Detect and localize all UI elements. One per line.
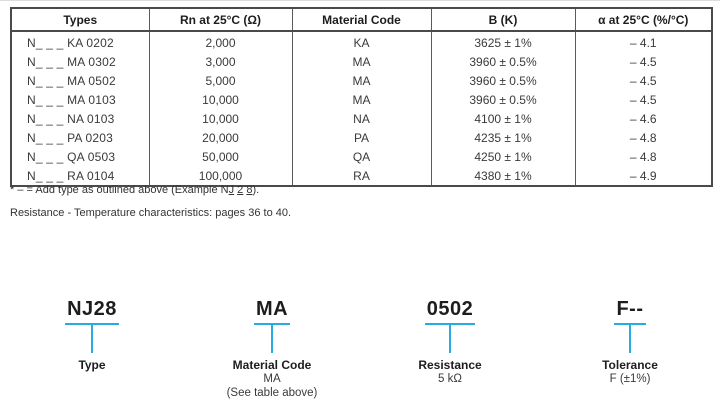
cell-b: 4380 ± 1% [431, 166, 575, 186]
header-material-code: Material Code [292, 8, 431, 31]
header-rn: Rn at 25°C (Ω) [149, 8, 292, 31]
cell-type: N_ _ _ KA 0202 [11, 31, 149, 52]
t-connector-icon [629, 325, 631, 353]
table-row [11, 71, 712, 90]
t-connector-icon [271, 325, 273, 353]
header-types: Types [11, 8, 149, 31]
item-sub: 5 kΩ [438, 373, 462, 385]
cell-material: MA [292, 90, 431, 109]
part-code-tolerance: F-- [614, 298, 645, 325]
item-label: Material Code [232, 358, 312, 372]
cell-resistance: 10,000 [149, 90, 292, 109]
footnote-text: ). [252, 184, 260, 196]
cell-type: N_ _ _ MA 0103 [11, 90, 149, 109]
item-sub: F (±1%) [609, 373, 651, 385]
cell-material: NA [292, 109, 431, 128]
footnote-resistance-temperature: Resistance - Temperature characteristics: pages 36 to 40. [10, 207, 292, 219]
page-top-edge [0, 0, 720, 1]
diagram-item-tolerance [545, 298, 715, 387]
cell-b: 3960 ± 0.5% [431, 90, 575, 109]
cell-material: PA [292, 128, 431, 147]
cell-b: 3625 ± 1% [431, 31, 575, 52]
table-row [11, 109, 712, 128]
table-row [11, 90, 712, 109]
part-code-material: MA [254, 298, 290, 325]
cell-alpha: – 4.5 [575, 71, 712, 90]
cell-material: MA [292, 52, 431, 71]
cell-alpha: – 4.9 [575, 166, 712, 186]
header-alpha: α at 25°C (%/°C) [575, 8, 712, 31]
cell-resistance: 3,000 [149, 52, 292, 71]
cell-resistance: 2,000 [149, 31, 292, 52]
cell-b: 3960 ± 0.5% [431, 52, 575, 71]
cell-resistance: 10,000 [149, 109, 292, 128]
footnote-text: * – = Add type as outlined above (Example N [10, 184, 229, 196]
cell-type: N_ _ _ QA 0503 [11, 147, 149, 166]
cell-alpha: – 4.1 [575, 31, 712, 52]
cell-material: RA [292, 166, 431, 186]
diagram-item-type [7, 298, 177, 373]
cell-alpha: – 4.8 [575, 128, 712, 147]
t-connector-icon [449, 325, 451, 353]
item-label: Tolerance [602, 358, 658, 372]
cell-alpha: – 4.5 [575, 90, 712, 109]
item-label: Resistance [418, 358, 482, 372]
header-b-k: B (K) [431, 8, 575, 31]
cell-material: MA [292, 71, 431, 90]
table-row [11, 52, 712, 71]
item-sub: (See table above) [226, 387, 318, 399]
cell-resistance: 5,000 [149, 71, 292, 90]
item-label: Type [78, 358, 106, 372]
cell-resistance: 20,000 [149, 128, 292, 147]
cell-resistance: 50,000 [149, 147, 292, 166]
footnote-add-type [10, 184, 259, 196]
cell-type: N_ _ _ MA 0502 [11, 71, 149, 90]
cell-type: N_ _ _ MA 0302 [11, 52, 149, 71]
cell-type: N_ _ _ RA 0104 [11, 166, 149, 186]
item-sub: MA [263, 373, 281, 385]
footnote-underlined-char: 8 [246, 184, 253, 196]
cell-type: N_ _ _ NA 0103 [11, 109, 149, 128]
cell-alpha: – 4.5 [575, 52, 712, 71]
diagram-item-resistance [365, 298, 535, 387]
diagram-item-material-code [187, 298, 357, 400]
table-header-row [11, 8, 712, 31]
table-row [11, 166, 712, 186]
cell-alpha: – 4.8 [575, 147, 712, 166]
cell-b: 4250 ± 1% [431, 147, 575, 166]
table-row [11, 128, 712, 147]
cell-b: 3960 ± 0.5% [431, 71, 575, 90]
cell-type: N_ _ _ PA 0203 [11, 128, 149, 147]
footnote-underlined-char: 2 [237, 184, 244, 196]
table-row [11, 31, 712, 52]
part-code-type: NJ28 [65, 298, 119, 325]
t-connector-icon [91, 325, 93, 353]
thermistor-types-table [10, 7, 713, 187]
cell-alpha: – 4.6 [575, 109, 712, 128]
footnote-underlined-char: J [228, 184, 235, 196]
part-code-resistance: 0502 [425, 298, 476, 325]
cell-b: 4235 ± 1% [431, 128, 575, 147]
table-row [11, 147, 712, 166]
cell-b: 4100 ± 1% [431, 109, 575, 128]
cell-material: QA [292, 147, 431, 166]
cell-resistance: 100,000 [149, 166, 292, 186]
cell-material: KA [292, 31, 431, 52]
